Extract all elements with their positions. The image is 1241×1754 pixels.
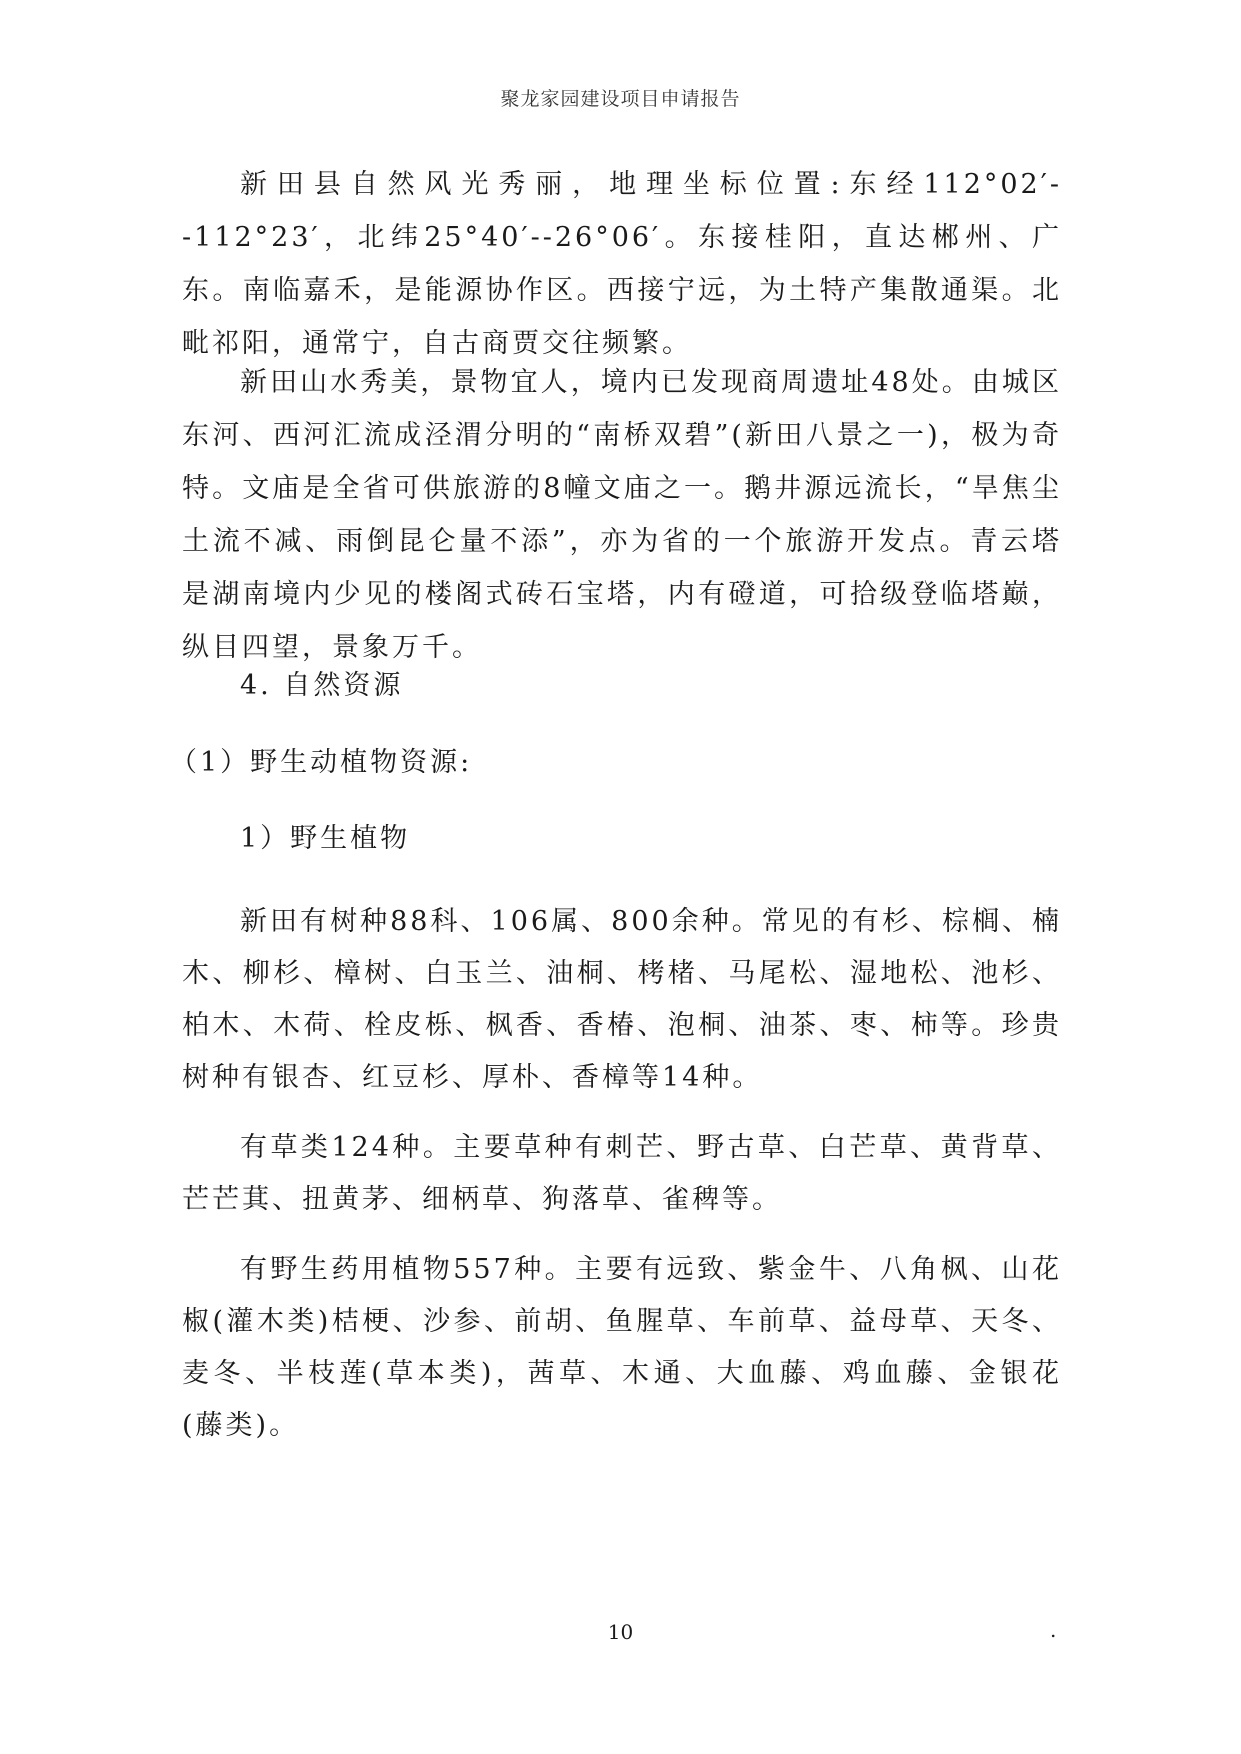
page-number: 10 <box>607 1620 634 1644</box>
paragraph-location: 新田县自然风光秀丽，地理坐标位置:东经112°02′--112°23′，北纬25°40′--26°06′。东接桂阳，直达郴州、广东。南临嘉禾，是能源协作区。西接宁远，为土特产集散通渠。北毗祁阳，通常宁，自古商贾交往频繁。 <box>182 169 1062 359</box>
paragraph-scenery: 新田山水秀美，景物宜人，境内已发现商周遗址48处。由城区东河、西河汇流成泾渭分明的“南桥双碧”(新田八景之一)，极为奇特。文庙是全省可供旅游的8幢文庙之一。鹅井源远流长，“旱焦尘土流不减、雨倒昆仑量不添”，亦为省的一个旅游开发点。青云塔是湖南境内少见的楼阁式砖石宝塔，内有磴道，可拾级登临塔巅，纵目四望，景象万千。 <box>182 367 1062 663</box>
subsection-heading-wildlife: （1）野生动植物资源: <box>170 747 473 778</box>
paragraph-medicinal-plants: 有野生药用植物557种。主要有远致、紫金牛、八角枫、山花椒(灌木类)桔梗、沙参、前胡、鱼腥草、车前草、益母草、天冬、麦冬、半枝莲(草本类)，茜草、木通、大血藤、鸡血藤、金银花(藤类)。 <box>182 1254 1062 1441</box>
paragraph-grass-species: 有草类124种。主要草种有刺芒、野古草、白芒草、黄背草、芒芒萁、扭黄茅、细柄草、狗落草、雀稗等。 <box>182 1132 1062 1215</box>
page-header-title: 聚龙家园建设项目申请报告 <box>500 88 741 110</box>
footer-dot: . <box>1050 1618 1057 1642</box>
section-heading-natural-resources: 4. 自然资源 <box>240 670 404 701</box>
subsection-heading-wild-plants: 1）野生植物 <box>240 823 411 854</box>
paragraph-tree-species: 新田有树种88科、106属、800余种。常见的有杉、棕榈、楠木、柳杉、樟树、白玉兰、油桐、栲楮、马尾松、湿地松、池杉、柏木、木荷、栓皮栎、枫香、香椿、泡桐、油茶、枣、柿等。珍贵树种有银杏、红豆杉、厚朴、香樟等14种。 <box>182 906 1062 1093</box>
